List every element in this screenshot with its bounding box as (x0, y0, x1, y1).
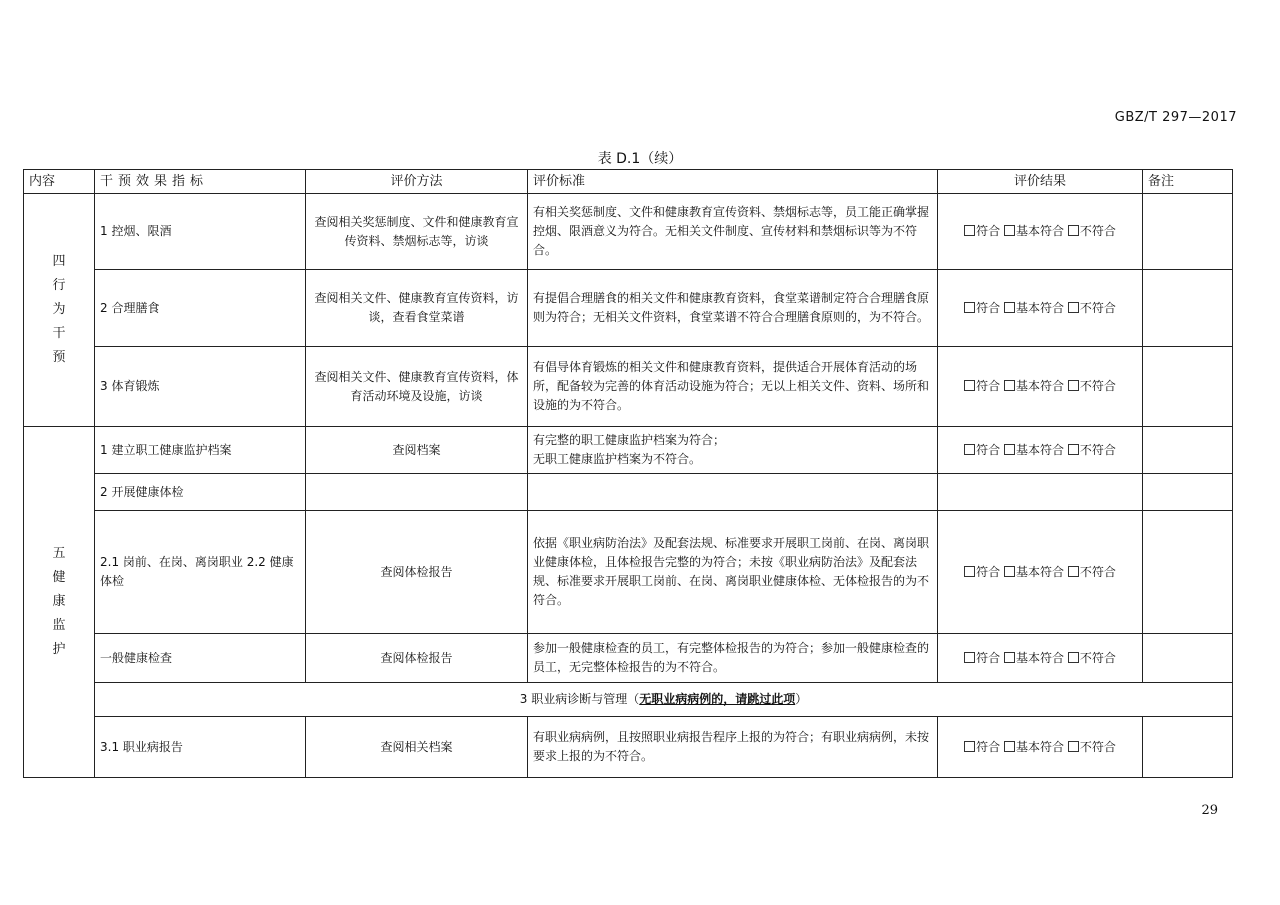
table-row (24, 194, 1233, 270)
method-cell: 查阅相关文件、健康教育宣传资料，访谈，查看食堂菜谱 (306, 270, 528, 347)
criteria-cell: 依据《职业病防治法》及配套法规、标准要求开展职工岗前、在岗、离岗职业健康体检，且体检报告完整的为符合；未按《职业病防治法》及配套法规、标准要求开展职工岗前、在岗、离岗职业健康体检、无体检报告的为不符合。 (528, 511, 938, 634)
header-content: 内容 (24, 170, 95, 194)
option-label: 不符合 (1079, 650, 1116, 665)
result-cell (938, 427, 1143, 474)
checkbox-icon[interactable] (1068, 566, 1079, 577)
method-cell: 查阅体检报告 (306, 634, 528, 683)
category-char: 行 (52, 278, 66, 293)
option-label: 基本符合 (1015, 224, 1064, 238)
section-prefix: 3 职业病诊断与管理（ (519, 692, 640, 706)
category-char: 护 (52, 642, 66, 657)
criteria-cell: 有提倡合理膳食的相关文件和健康教育资料，食堂菜谱制定符合合理膳食原则为符合；无相关文件资料，食堂菜谱不符合合理膳食原则的，为不符合。 (528, 270, 938, 347)
table-row (24, 634, 1233, 683)
table-row (24, 474, 1233, 511)
option-label: 符合 (976, 739, 1001, 754)
remarks-cell (1143, 634, 1233, 683)
criteria-cell: 有倡导体育锻炼的相关文件和健康教育资料，提供适合开展体育活动的场所，配备较为完善的体育活动设施为符合；无以上相关文件、资料、场所和设施的为不符合。 (528, 347, 938, 427)
table-row (24, 270, 1233, 347)
option-label: 基本符合 (1015, 442, 1064, 457)
result-cell (938, 194, 1143, 270)
header-indicator: 干预效果指标 (95, 170, 306, 194)
option-label: 符合 (976, 564, 1001, 579)
option-label: 符合 (976, 379, 1001, 393)
table-caption: 表 D.1（续） (597, 151, 683, 167)
remarks-cell (1143, 347, 1233, 427)
method-cell: 查阅相关文件、健康教育宣传资料，体育活动环境及设施，访谈 (306, 347, 528, 427)
table-row (24, 511, 1233, 634)
table-row (24, 347, 1233, 427)
result-cell (938, 270, 1143, 347)
option-label: 不符合 (1079, 300, 1116, 315)
indicator-cell: 1 建立职工健康监护档案 (95, 427, 306, 474)
remarks-cell (1143, 717, 1233, 778)
checkbox-icon[interactable] (1004, 380, 1015, 391)
remarks-cell (1143, 511, 1233, 634)
section-suffix: ） (795, 692, 808, 706)
option-label: 不符合 (1079, 739, 1116, 754)
checkbox-icon[interactable] (1068, 225, 1079, 236)
checkbox-icon[interactable] (1004, 566, 1015, 577)
checkbox-icon[interactable] (1004, 741, 1015, 752)
method-cell (306, 474, 528, 511)
indicator-cell: 一般健康检查 (95, 634, 306, 683)
method-cell: 查阅相关档案 (306, 717, 528, 778)
evaluation-table (23, 169, 1233, 778)
section-heading (95, 683, 1233, 717)
category-char: 健 (52, 570, 66, 585)
criteria-cell (528, 427, 938, 474)
indicator-cell: 2 合理膳食 (95, 270, 306, 347)
page-number: 29 (1201, 803, 1218, 818)
standard-number: GBZ/T 297—2017 (1114, 110, 1237, 125)
option-label: 不符合 (1079, 442, 1116, 457)
method-cell: 查阅体检报告 (306, 511, 528, 634)
option-label: 不符合 (1079, 564, 1116, 579)
category-char: 预 (52, 350, 66, 365)
category-char: 四 (52, 254, 66, 269)
criteria-cell: 有职业病病例，且按照职业病报告程序上报的为符合；有职业病病例，未按要求上报的为不符合。 (528, 717, 938, 778)
checkbox-icon[interactable] (1068, 380, 1079, 391)
category-char: 监 (52, 618, 66, 633)
result-cell (938, 511, 1143, 634)
header-remarks: 备注 (1143, 170, 1233, 194)
category-health-monitoring (24, 427, 95, 778)
indicator-cell: 3.1 职业病报告 (95, 717, 306, 778)
header-method: 评价方法 (306, 170, 528, 194)
checkbox-icon[interactable] (964, 302, 975, 313)
method-cell: 查阅档案 (306, 427, 528, 474)
indicator-cell: 2.1 岗前、在岗、离岗职业 2.2 健康体检 (95, 511, 306, 634)
option-label: 不符合 (1079, 224, 1116, 238)
checkbox-icon[interactable] (1004, 652, 1015, 663)
checkbox-icon[interactable] (964, 741, 975, 752)
checkbox-icon[interactable] (964, 225, 975, 236)
result-cell (938, 474, 1143, 511)
result-cell (938, 634, 1143, 683)
option-label: 符合 (976, 442, 1001, 457)
checkbox-icon[interactable] (964, 652, 975, 663)
category-char: 干 (52, 326, 66, 341)
checkbox-icon[interactable] (964, 380, 975, 391)
criteria-line: 无职工健康监护档案为不符合。 (533, 452, 702, 466)
remarks-cell (1143, 427, 1233, 474)
checkbox-icon[interactable] (1068, 444, 1079, 455)
header-criteria: 评价标准 (528, 170, 938, 194)
criteria-cell (528, 474, 938, 511)
table-row (24, 717, 1233, 778)
checkbox-icon[interactable] (1004, 302, 1015, 313)
category-char: 康 (52, 594, 66, 609)
option-label: 基本符合 (1015, 379, 1064, 393)
checkbox-icon[interactable] (1068, 741, 1079, 752)
criteria-cell: 参加一般健康检查的员工，有完整体检报告的为符合；参加一般健康检查的员工，无完整体检报告的为不符合。 (528, 634, 938, 683)
option-label: 符合 (976, 224, 1001, 238)
checkbox-icon[interactable] (964, 444, 975, 455)
option-label: 基本符合 (1015, 564, 1064, 579)
method-cell: 查阅相关奖惩制度、文件和健康教育宣传资料、禁烟标志等，访谈 (306, 194, 528, 270)
checkbox-icon[interactable] (1004, 225, 1015, 236)
result-cell (938, 717, 1143, 778)
remarks-cell (1143, 270, 1233, 347)
criteria-line: 有完整的职工健康监护档案为符合； (533, 433, 726, 447)
result-cell (938, 347, 1143, 427)
option-label: 符合 (976, 650, 1001, 665)
indicator-cell: 1 控烟、限酒 (95, 194, 306, 270)
category-char: 为 (52, 302, 66, 317)
checkbox-icon[interactable] (1004, 444, 1015, 455)
option-label: 基本符合 (1015, 739, 1064, 754)
remarks-cell (1143, 194, 1233, 270)
category-behavior-intervention (24, 194, 95, 427)
indicator-cell: 2 开展健康体检 (95, 474, 306, 511)
table-row (24, 427, 1233, 474)
category-char: 五 (52, 546, 66, 561)
option-label: 基本符合 (1015, 300, 1064, 315)
checkbox-icon[interactable] (1068, 652, 1079, 663)
option-label: 基本符合 (1015, 650, 1064, 665)
option-label: 符合 (976, 300, 1001, 315)
checkbox-icon[interactable] (1068, 302, 1079, 313)
criteria-cell: 有相关奖惩制度、文件和健康教育宣传资料、禁烟标志等，员工能正确掌握控烟、限酒意义为符合。无相关文件制度、宣传材料和禁烟标识等为不符合。 (528, 194, 938, 270)
remarks-cell (1143, 474, 1233, 511)
indicator-cell: 3 体育锻炼 (95, 347, 306, 427)
section-skip-note: 无职业病病例的，请跳过此项 (639, 692, 796, 706)
section-row (24, 683, 1233, 717)
option-label: 不符合 (1079, 379, 1116, 393)
checkbox-icon[interactable] (964, 566, 975, 577)
header-result: 评价结果 (938, 170, 1143, 194)
table-header-row (24, 170, 1233, 194)
